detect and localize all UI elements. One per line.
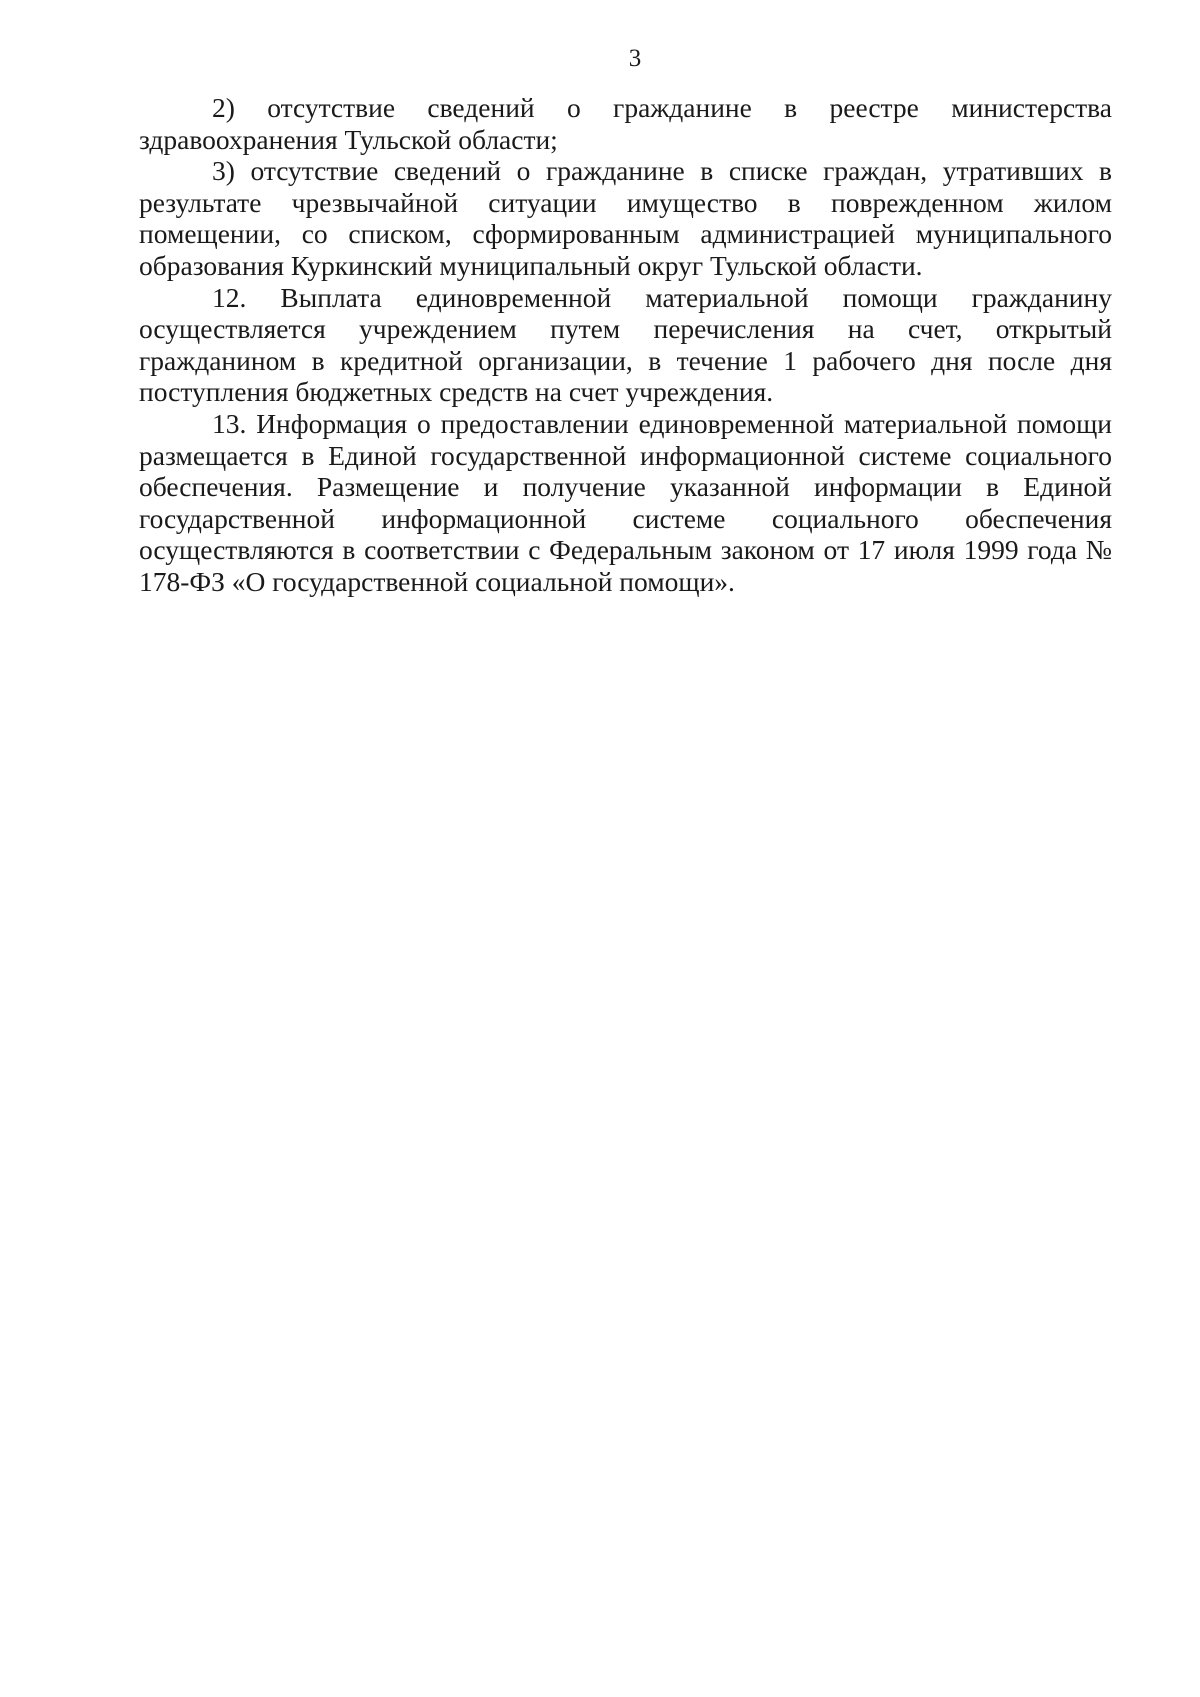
document-body	[139, 92, 1112, 598]
paragraph-item-3: 3) отсутствие сведений о гражданине в списке граждан, утративших в результате чрезвычайной ситуации имущество в поврежденном жилом помещении, со списком, сформированным администрацией муниципального образования Куркинский муниципальный округ Тульской области.	[139, 155, 1112, 281]
paragraph-clause-12: 12. Выплата единовременной материальной помощи гражданину осуществляется учреждением путем перечисления на счет, открытый гражданином в кредитной организации, в течение 1 рабочего дня после дня поступления бюджетных средств на счет учреждения.	[139, 281, 1112, 408]
paragraph-item-2: 2) отсутствие сведений о гражданине в реестре министерства здравоохранения Тульской области;	[139, 92, 1112, 155]
paragraph-clause-13: 13. Информация о предоставлении единовременной материальной помощи размещается в Единой государственной информационной системе социального обеспечения. Размещение и получение указанной информации в Единой государственной информационной системе социального обеспечения осуществляются в соответствии с Федеральным законом от 17 июля 1999 года № 178-ФЗ «О государственной социальной помощи».	[139, 407, 1112, 597]
page-number: 3	[628, 45, 642, 72]
